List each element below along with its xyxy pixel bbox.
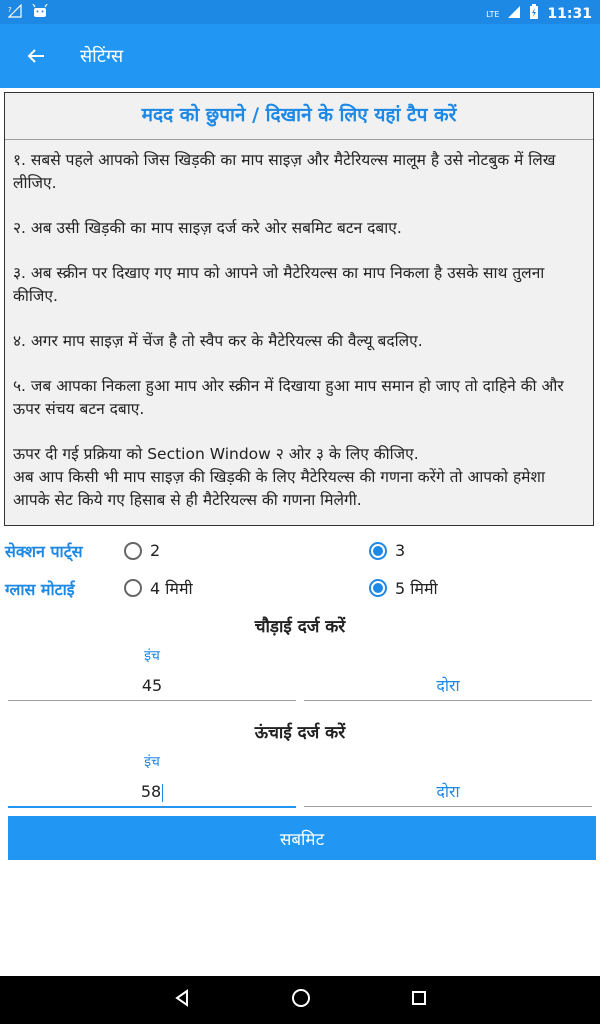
height-heading: ऊंचाई दर्ज करें [254,723,346,743]
help-toggle-title[interactable]: मदद को छुपाने / दिखाने के लिए यहां टैप करें [141,104,457,126]
android-icon [32,4,48,22]
back-arrow-icon[interactable] [22,42,50,70]
width-dora-input[interactable] [304,644,592,702]
width-heading: चौड़ाई दर्ज करें [254,617,346,637]
help-panel[interactable] [4,92,594,526]
height-dora-input[interactable] [304,750,592,808]
section-parts-label: सेक्शन पार्ट्स [5,542,83,561]
radio-label: 2 [150,541,161,560]
inch-label: इंच [144,754,160,770]
radio-circle-icon [124,579,142,597]
help-step: ५. जब आपका निकला हुआ माप ओर स्क्रीन में दिखाया हुआ माप समान हो जाए तो दाहिने की और ऊपर संचय बटन दबाए. [13,377,564,418]
help-text [13,149,585,534]
width-inch-input[interactable] [8,644,296,702]
input-underline [304,700,592,701]
radio-circle-icon [124,542,142,560]
svg-text:?: ? [8,6,12,14]
radio-label: 4 मिमी [150,579,193,598]
recents-nav-icon[interactable] [411,990,427,1010]
text-cursor [162,784,163,802]
radio-label: 5 मिमी [395,579,438,598]
submit-button[interactable]: सबमिट [8,816,596,860]
height-inch-value: 58 [140,782,162,801]
radio-circle-icon [369,542,387,560]
glass-thickness-option-5mm[interactable] [369,577,438,599]
network-type: LTE [486,9,500,19]
back-nav-icon[interactable] [173,989,191,1011]
inch-label: इंच [144,648,160,664]
glass-thickness-option-4mm[interactable] [124,577,193,599]
app-bar [0,24,600,88]
height-inch-input[interactable] [8,750,296,808]
input-underline [8,806,296,808]
width-inch-value: 45 [141,676,163,695]
signal-icon [507,5,521,23]
battery-charging-icon [529,4,539,24]
width-dora-placeholder: दोरा [436,676,460,695]
navigation-bar [0,976,600,1024]
help-step: २. अब उसी खिड़की का माप साइज़ दर्ज करे ओर सबमिट बटन दबाए. [13,219,402,237]
section-parts-option-3[interactable] [369,541,405,560]
input-underline [8,700,296,701]
height-dora-placeholder: दोरा [436,782,460,801]
status-bar [0,0,600,24]
help-step: ४. अगर माप साइज़ में चेंज है तो स्वैप कर के मैटेरियल्स की वैल्यू बदलिए. [13,332,423,350]
help-step: १. सबसे पहले आपको जिस खिड़की का माप साइज़ और मैटेरियल्स मालूम है उसे नोटबुक में लिख लीजिए. [13,151,556,192]
page-title: सेटिंग्स [80,46,124,67]
help-step: ३. अब स्क्रीन पर दिखाए गए माप को आपने जो मैटेरियल्स का माप निकला है उसके साथ तुलना कीजिए. [13,264,545,305]
input-underline [304,806,592,807]
status-time: 11:31 [547,6,592,22]
height-inch-value-wrap [8,782,296,802]
radio-label: 3 [395,541,406,560]
help-step: ऊपर दी गई प्रक्रिया को Section Window २ ओर ३ के लिए कीजिए. अब आप किसी भी माप साइज़ की खिड़की के लिए मैटेरियल्स की गणना करेंगे तो आपको हमेशा आपके सेट किये गए हिसाब से ही मैटेरियल्स की गणना मिलेगी. [13,445,545,509]
signal-off-icon [8,4,22,22]
glass-thickness-label: ग्लास मोटाई [5,580,75,599]
home-nav-icon[interactable] [291,988,311,1012]
radio-circle-icon [369,579,387,597]
divider [5,139,593,140]
section-parts-option-2[interactable] [124,541,160,560]
